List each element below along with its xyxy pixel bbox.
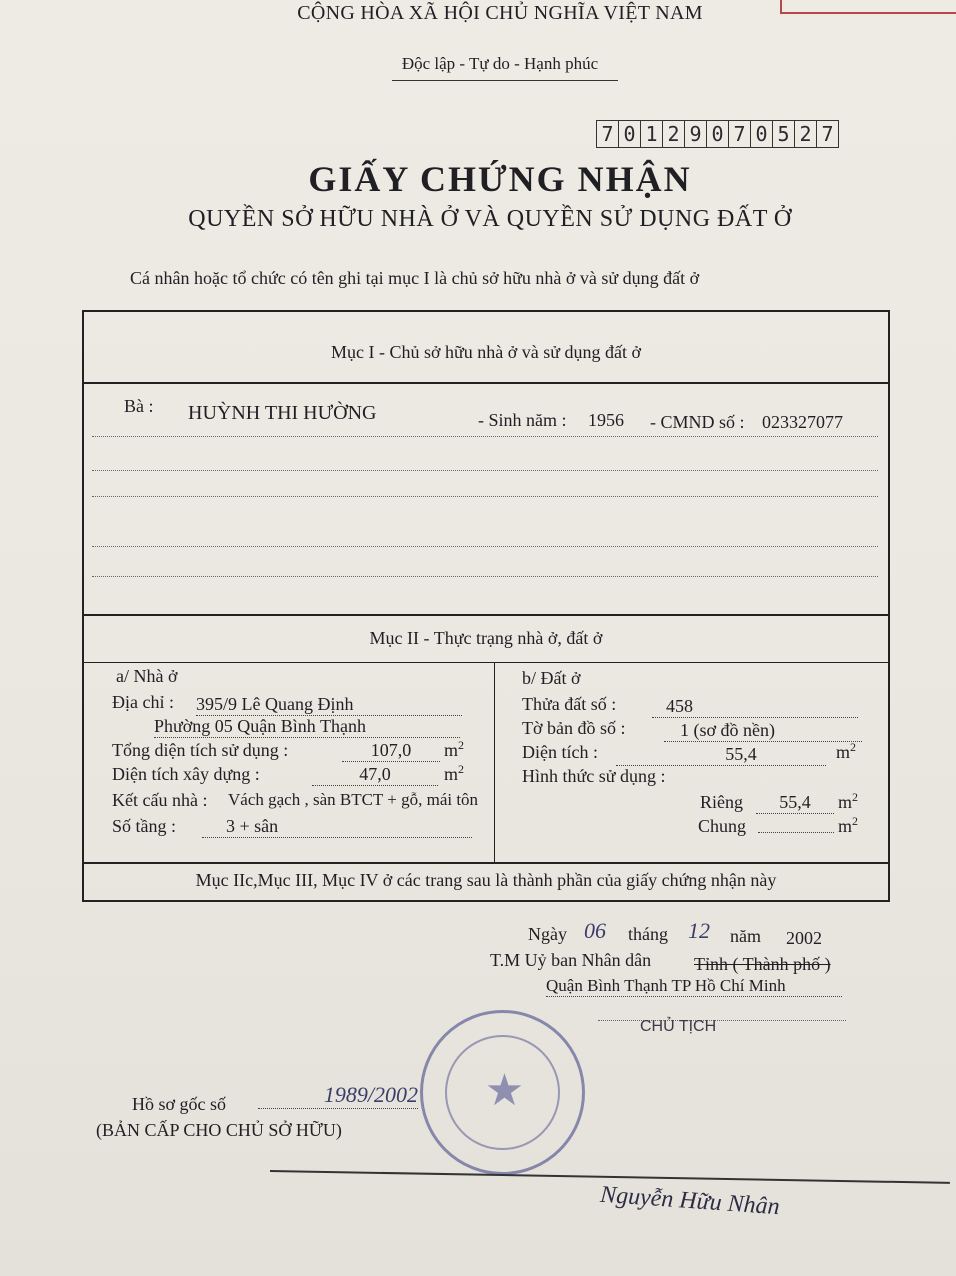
total-area-unit xyxy=(444,738,464,761)
blank-line xyxy=(92,436,878,437)
structure-label: Kết cấu nhà : xyxy=(112,790,208,810)
unit-text: m xyxy=(838,792,853,812)
section-footer-note: Mục IIc,Mục III, Mục IV ở các trang sau là thành phần của giấy chứng nhận này xyxy=(195,870,777,890)
serial-number-box xyxy=(596,120,839,148)
built-area-label: Diện tích xây dựng : xyxy=(112,764,260,784)
built-area-value: 47,0 xyxy=(312,764,438,786)
birth-year: 1956 xyxy=(588,410,624,430)
serial-digit: 5 xyxy=(773,120,795,148)
private-use-unit xyxy=(838,790,858,813)
authority-prefix: T.M Uỷ ban Nhân dân xyxy=(490,950,652,970)
document-subtitle: QUYỀN SỞ HỮU NHÀ Ở VÀ QUYỀN SỬ DỤNG ĐẤT Ở xyxy=(188,206,792,232)
parcel-label: Thửa đất số : xyxy=(522,694,617,714)
floors-label: Số tầng : xyxy=(112,816,177,836)
date-year: 2002 xyxy=(786,928,822,948)
date-year-label: năm xyxy=(730,926,761,946)
usage-form-label: Hình thức sử dụng : xyxy=(522,766,666,786)
unit-exponent: 2 xyxy=(458,738,465,752)
private-use-label: Riêng xyxy=(700,792,743,812)
authority-struck-text: Tỉnh ( Thành phố ) xyxy=(694,954,831,974)
shared-use-blank xyxy=(758,832,834,833)
serial-digit: 7 xyxy=(729,120,751,148)
blank-line xyxy=(92,546,878,547)
address-line-2: Phường 05 Quận Bình Thạnh xyxy=(154,716,460,738)
serial-digit: 7 xyxy=(596,120,619,148)
owner-name: HUỲNH THI HƯỜNG xyxy=(188,402,377,424)
serial-digit: 7 xyxy=(817,120,839,148)
shared-use-label: Chung xyxy=(698,816,747,836)
blank-line xyxy=(92,470,878,471)
unit-text: m xyxy=(836,742,851,762)
section-2-title: Mục II - Thực trạng nhà ở, đất ở xyxy=(369,628,603,648)
position-title: CHỦ TỊCH xyxy=(640,1018,717,1035)
unit-exponent: 2 xyxy=(458,762,465,776)
date-month: 12 xyxy=(688,918,710,943)
section-1-title: Mục I - Chủ sở hữu nhà ở và sử dụng đất ở xyxy=(330,342,642,362)
section-2-divider xyxy=(82,662,890,663)
blank-line xyxy=(92,576,878,577)
floors-value: 3 + sân xyxy=(202,816,472,838)
serial-digit: 9 xyxy=(685,120,707,148)
date-month-label: tháng xyxy=(628,924,668,944)
country-name: CỘNG HÒA XÃ HỘI CHỦ NGHĨA VIỆT NAM xyxy=(297,2,703,24)
private-use-value: 55,4 xyxy=(756,792,834,814)
date-day: 06 xyxy=(584,918,606,943)
serial-digit: 0 xyxy=(619,120,641,148)
unit-exponent: 2 xyxy=(852,814,859,828)
unit-text: m xyxy=(838,816,853,836)
unit-text: m xyxy=(444,740,459,760)
structure-value: Vách gạch , sàn BTCT + gỗ, mái tôn xyxy=(228,790,479,809)
motto-underline xyxy=(392,80,618,81)
seal-emblem-icon xyxy=(445,1035,560,1150)
serial-digit: 2 xyxy=(663,120,685,148)
built-area-unit xyxy=(444,762,464,785)
serial-digit: 2 xyxy=(795,120,817,148)
serial-digit: 0 xyxy=(751,120,773,148)
unit-exponent: 2 xyxy=(852,790,859,804)
blank-line xyxy=(92,496,878,497)
address-label: Địa chỉ : xyxy=(112,692,174,712)
serial-digit: 0 xyxy=(707,120,729,148)
address-line-1: 395/9 Lê Quang Định xyxy=(196,694,462,716)
land-area-value: 55,4 xyxy=(616,744,826,766)
parcel-value: 458 xyxy=(652,696,858,718)
document-title: GIẤY CHỨNG NHẬN xyxy=(308,159,692,199)
signer-name: Nguyễn Hữu Nhân xyxy=(599,1181,781,1221)
shared-use-unit xyxy=(838,814,858,837)
land-area-label: Diện tích : xyxy=(522,742,598,762)
id-number: 023327077 xyxy=(762,412,843,432)
blank-line xyxy=(598,1020,846,1021)
land-area-unit xyxy=(836,740,856,763)
national-motto: Độc lập - Tự do - Hạnh phúc xyxy=(401,54,599,73)
section-1-divider xyxy=(82,382,890,384)
serial-digit: 1 xyxy=(641,120,663,148)
map-sheet-value: 1 (sơ đồ nền) xyxy=(664,720,862,742)
land-heading: b/ Đất ở xyxy=(522,668,581,688)
footer-divider xyxy=(82,862,890,864)
owner-copy-note: (BẢN CẤP CHO CHỦ SỞ HỮU) xyxy=(96,1120,342,1140)
record-number-label: Hồ sơ gốc số xyxy=(132,1094,227,1114)
total-area-value: 107,0 xyxy=(342,740,440,762)
record-number: 1989/2002 xyxy=(258,1082,418,1109)
column-divider xyxy=(494,662,495,862)
unit-exponent: 2 xyxy=(850,740,857,754)
birth-year-label: - Sinh năm : xyxy=(478,410,567,430)
section-2-top-divider xyxy=(82,614,890,616)
unit-text: m xyxy=(444,764,459,784)
official-seal-icon xyxy=(420,1010,585,1175)
id-number-label: - CMND số : xyxy=(650,412,745,432)
intro-text: Cá nhân hoặc tổ chức có tên ghi tại mục I là chủ sở hữu nhà ở và sử dụng đất ở xyxy=(130,268,700,288)
authority-name: Quận Bình Thạnh TP Hồ Chí Minh xyxy=(546,976,842,997)
date-day-label: Ngày xyxy=(528,924,567,944)
map-sheet-label: Tờ bản đồ số : xyxy=(522,718,626,738)
owner-title-label: Bà : xyxy=(124,396,154,416)
star-icon: ★ xyxy=(484,1066,525,1115)
total-area-label: Tổng diện tích sử dụng : xyxy=(112,740,289,760)
house-heading: a/ Nhà ở xyxy=(116,666,178,686)
